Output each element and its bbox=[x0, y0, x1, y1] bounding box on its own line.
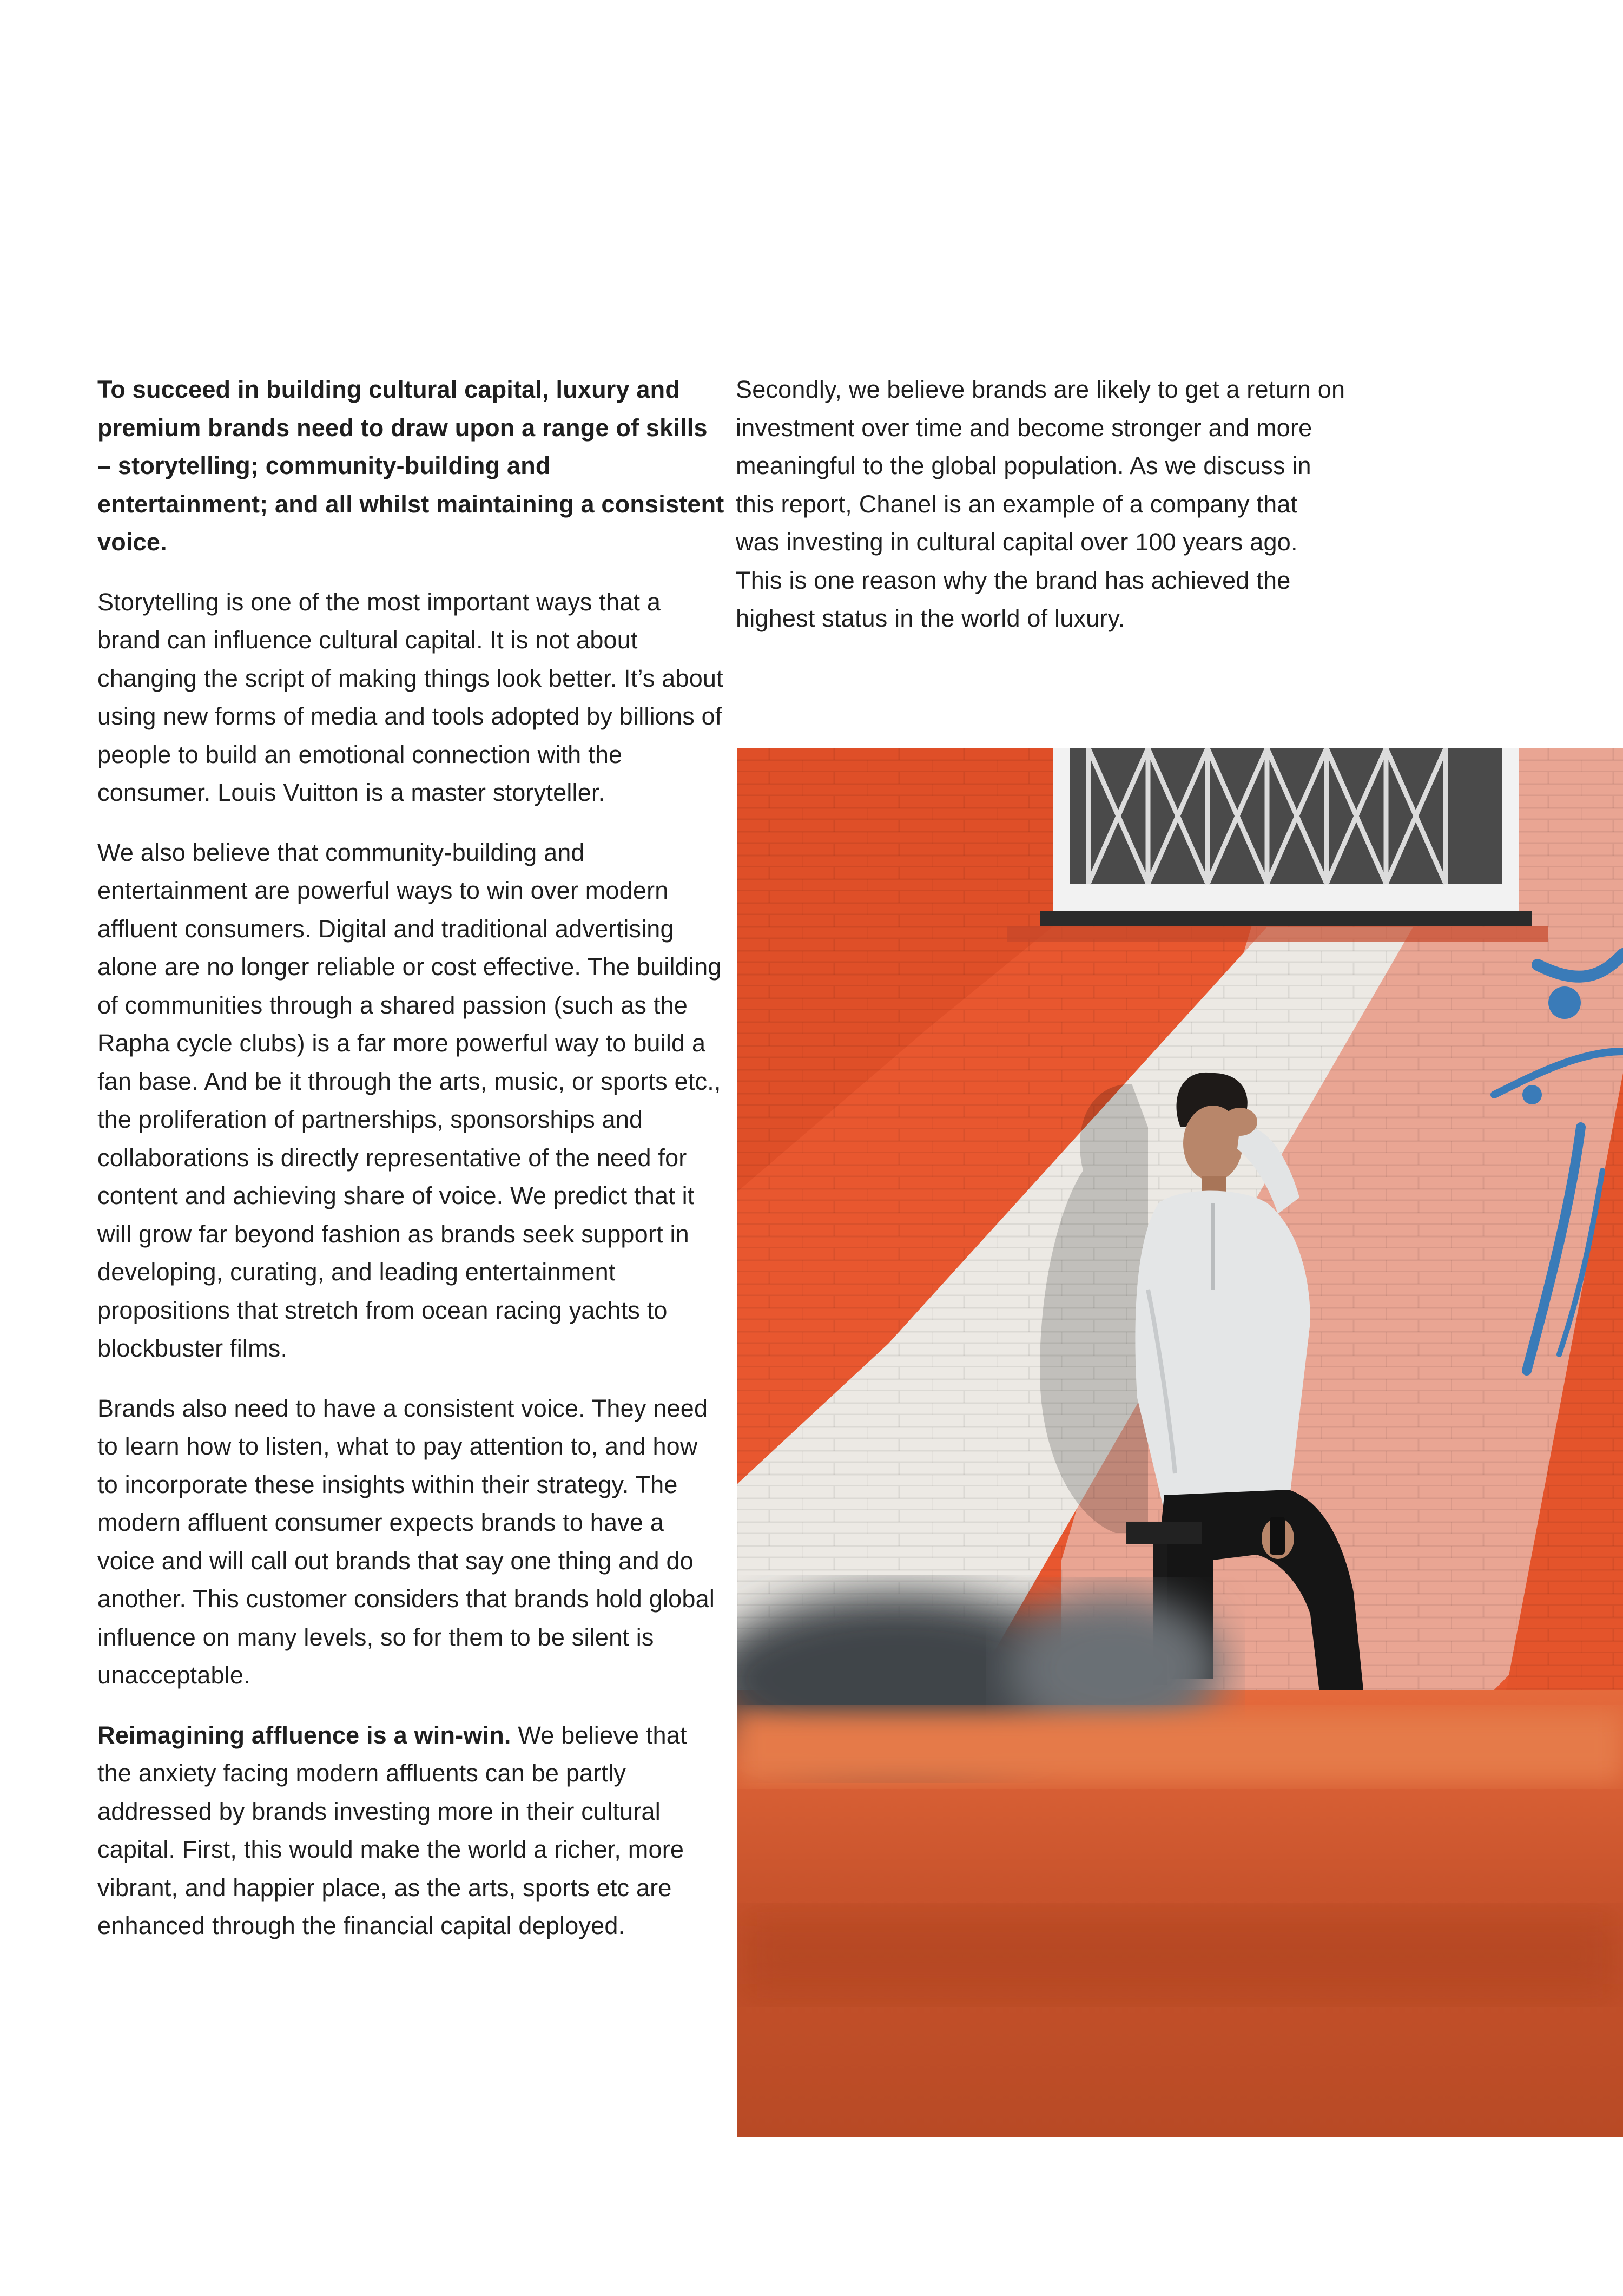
mural-photo bbox=[737, 748, 1623, 2137]
community-paragraph: We also believe that community-building and entertainment are powerful ways to win over modern affluent consumers. Digital and traditional advertising alone are no longer reliable or cost effective. The building of communities through a shared passion (such as the Rapha cycle clubs) is a far more powerful way to build a fan base. And be it through the arts, music, or sports etc., the proliferation of partnerships, sponsorships and collaborations is directly representative of the need for content and achieving share of voice. We predict that it will grow far beyond fashion as brands seek support in developing, curating, and leading entertainment propositions that stretch from ocean racing yachts to blockbuster films. bbox=[97, 838, 722, 1362]
storytelling-paragraph: Storytelling is one of the most important ways that a brand can influence cultural capital. It is not about changing the script of making things look better. It’s about using new forms of media and tools adopted by billions of people to build an emotional connection with the consumer. Louis Vuitton is a master storyteller. bbox=[97, 588, 723, 806]
secondly-paragraph: Secondly, we believe brands are likely to get a return on investment over time and become stronger and more meaningful to the global population. As we discuss in this report, Chanel is an example of a company that was investing in cultural capital over 100 years ago. This is one reason why the brand has achieved the highest status in the world of luxury. bbox=[736, 376, 1345, 632]
win-win-body: We believe that the anxiety facing modern affluents can be partly addressed by brands investing more in their cultural capital. First, this would make the world a richer, more vibrant, and happier place, as the arts, sports etc are enhanced through the financial capital deployed. bbox=[97, 1721, 687, 1939]
voice-paragraph: Brands also need to have a consistent voice. They need to learn how to listen, what to pay attention to, and how to incorporate these insights within their strategy. The modern affluent consumer expects brands to have a voice and will call out brands that say one thing and do another. This customer considers that brands hold global influence on many levels, so for them to be silent is unacceptable. bbox=[97, 1394, 715, 1689]
win-win-lead: Reimagining affluence is a win-win. bbox=[97, 1721, 511, 1749]
window bbox=[1007, 748, 1548, 942]
win-win-paragraph bbox=[97, 1716, 725, 1945]
left-column bbox=[97, 371, 725, 1967]
lead-paragraph: To succeed in building cultural capital, luxury and premium brands need to draw upon a range of skills – storytelling; community-building and entertainment; and all whilst maintaining a consistent voice. bbox=[97, 376, 724, 556]
right-column bbox=[736, 371, 1347, 660]
